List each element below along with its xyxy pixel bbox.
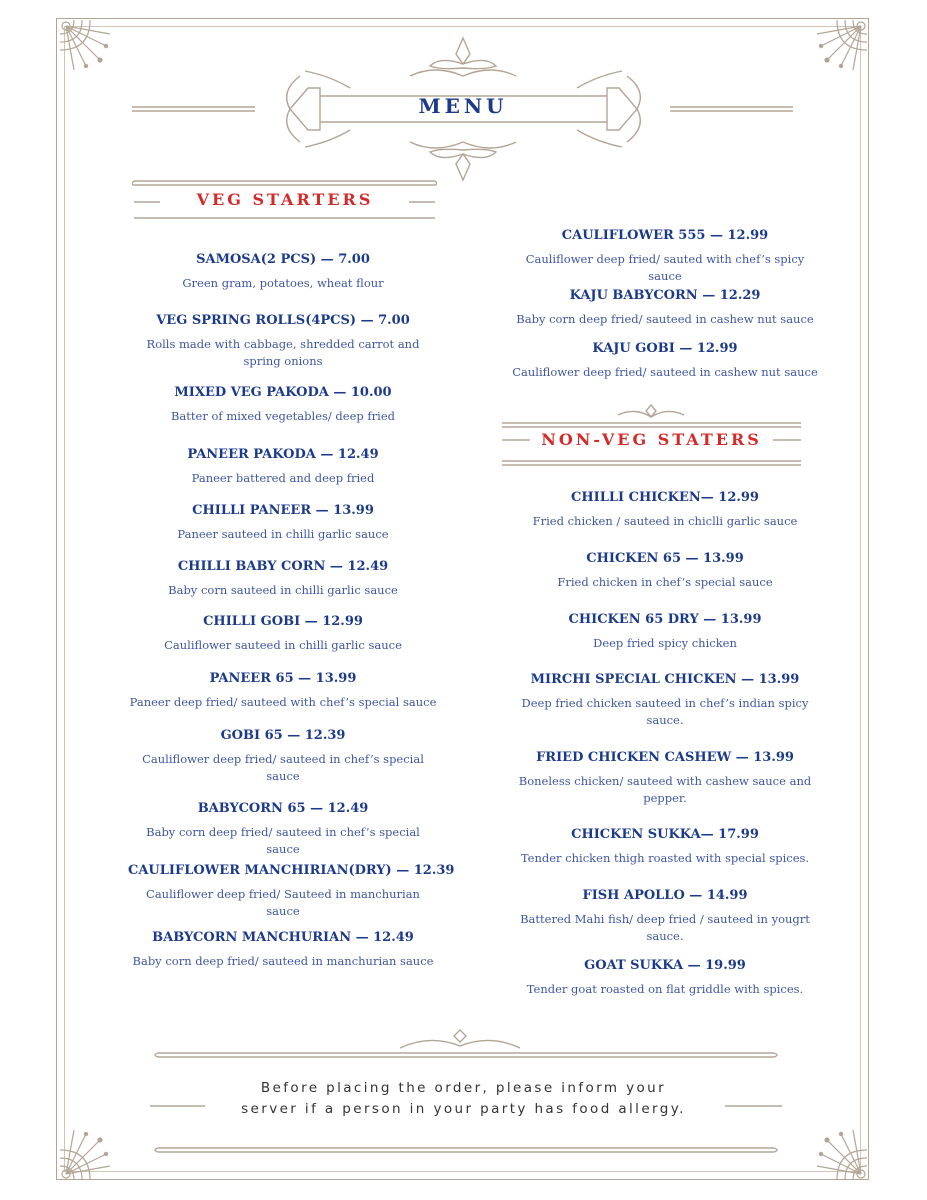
list-item: [128, 502, 438, 543]
item-name: CHICKEN SUKKA— 17.99: [571, 827, 759, 842]
section-title-nonveg: NON-VEG STATERS: [541, 430, 762, 449]
section-title-veg: VEG STARTERS: [196, 190, 374, 209]
item-desc: Cauliflower sauteed in chilli garlic sauce: [164, 638, 402, 652]
item-name: VEG SPRING ROLLS(4PCS) — 7.00: [156, 313, 410, 328]
item-name: CHILLI PANEER — 13.99: [192, 503, 374, 518]
list-item: [510, 887, 820, 945]
list-item: [510, 957, 820, 998]
item-desc: Baby corn deep fried/ sauteed in chef’s special sauce: [146, 825, 420, 856]
list-item: [510, 489, 820, 530]
item-desc: Tender chicken thigh roasted with special spices.: [520, 851, 810, 865]
item-desc: Paneer deep fried/ sauteed with chef’s special sauce: [129, 695, 437, 709]
item-name: MIRCHI SPECIAL CHICKEN — 13.99: [530, 672, 800, 687]
item-desc: Deep fried spicy chicken: [593, 636, 737, 650]
corner-ornament-icon: [809, 16, 871, 78]
item-name: FISH APOLLO — 14.99: [582, 888, 748, 903]
item-desc: Batter of mixed vegetables/ deep fried: [170, 409, 396, 423]
allergy-note: Before placing the order, please inform your server if a person in your party has food allergy.: [241, 1080, 686, 1117]
item-name: CHILLI GOBI — 12.99: [203, 614, 363, 629]
list-item: [128, 446, 438, 487]
item-name: CHICKEN 65 — 13.99: [586, 551, 744, 566]
item-name: GOBI 65 — 12.39: [220, 728, 346, 743]
item-name: CAULIFLOWER MANCHIRIAN(DRY) — 12.39: [128, 863, 455, 878]
item-name: PANEER PAKODA — 12.49: [187, 447, 379, 462]
list-item: [510, 340, 820, 381]
list-item: [510, 287, 820, 328]
item-name: CHICKEN 65 DRY — 13.99: [568, 612, 762, 627]
corner-ornament-icon: [56, 16, 118, 78]
item-desc: Cauliflower deep fried/ sauteed in cashew nut sauce: [512, 365, 818, 379]
item-desc: Fried chicken in chef’s special sauce: [557, 575, 773, 589]
list-item: [128, 613, 438, 654]
item-desc: Baby corn deep fried/ sauteed in manchurian sauce: [132, 954, 434, 968]
list-item: [510, 611, 820, 652]
item-name: BABYCORN MANCHURIAN — 12.49: [152, 930, 414, 945]
list-item: [128, 800, 438, 858]
item-desc: Paneer sauteed in chilli garlic sauce: [177, 527, 389, 541]
corner-ornament-icon: [809, 1122, 871, 1184]
list-item: [510, 671, 820, 729]
item-name: SAMOSA(2 PCS) — 7.00: [196, 252, 370, 267]
item-name: PANEER 65 — 13.99: [209, 671, 357, 686]
item-desc: Cauliflower deep fried/ sauted with chef’s spicy sauce: [525, 252, 805, 283]
item-name: KAJU GOBI — 12.99: [592, 341, 738, 356]
list-item: [510, 227, 820, 285]
list-item: [128, 558, 438, 599]
list-item: [510, 826, 820, 867]
corner-ornament-icon: [56, 1122, 118, 1184]
item-desc: Green gram, potatoes, wheat flour: [182, 276, 384, 290]
item-desc: Cauliflower deep fried/ Sauteed in manchurian sauce: [146, 887, 420, 918]
item-name: CHILLI CHICKEN— 12.99: [571, 490, 759, 505]
item-desc: Fried chicken / sauteed in chiclli garlic sauce: [532, 514, 798, 528]
item-desc: Cauliflower deep fried/ sauteed in chef’s special sauce: [142, 752, 424, 783]
item-desc: Battered Mahi fish/ deep fried / sauteed in yougrt sauce.: [520, 912, 810, 943]
item-desc: Baby corn sauteed in chilli garlic sauce: [168, 583, 398, 597]
item-name: CAULIFLOWER 555 — 12.99: [561, 228, 769, 243]
item-name: KAJU BABYCORN — 12.29: [569, 288, 761, 303]
list-item: [128, 251, 438, 292]
item-desc: Paneer battered and deep fried: [191, 471, 375, 485]
list-item: [128, 312, 438, 370]
item-name: CHILLI BABY CORN — 12.49: [177, 559, 389, 574]
list-item: [510, 749, 820, 807]
item-name: GOAT SUKKA — 19.99: [584, 958, 746, 973]
list-item: [128, 384, 438, 425]
item-desc: Baby corn deep fried/ sauteed in cashew nut sauce: [516, 312, 814, 326]
item-desc: Deep fried chicken sauteed in chef’s indian spicy sauce.: [521, 696, 809, 727]
item-name: FRIED CHICKEN CASHEW — 13.99: [536, 750, 794, 765]
item-desc: Boneless chicken/ sauteed with cashew sauce and pepper.: [518, 774, 812, 805]
item-name: MIXED VEG PAKODA — 10.00: [174, 385, 392, 400]
list-item: [128, 670, 438, 711]
item-desc: Tender goat roasted on flat griddle with spices.: [526, 982, 804, 996]
page-title: MENU: [418, 94, 508, 118]
list-item: [510, 550, 820, 591]
list-item: [128, 862, 455, 920]
item-name: BABYCORN 65 — 12.49: [197, 801, 369, 816]
item-desc: Rolls made with cabbage, shredded carrot and spring onions: [146, 337, 420, 368]
list-item: [128, 929, 438, 970]
list-item: [128, 727, 438, 785]
